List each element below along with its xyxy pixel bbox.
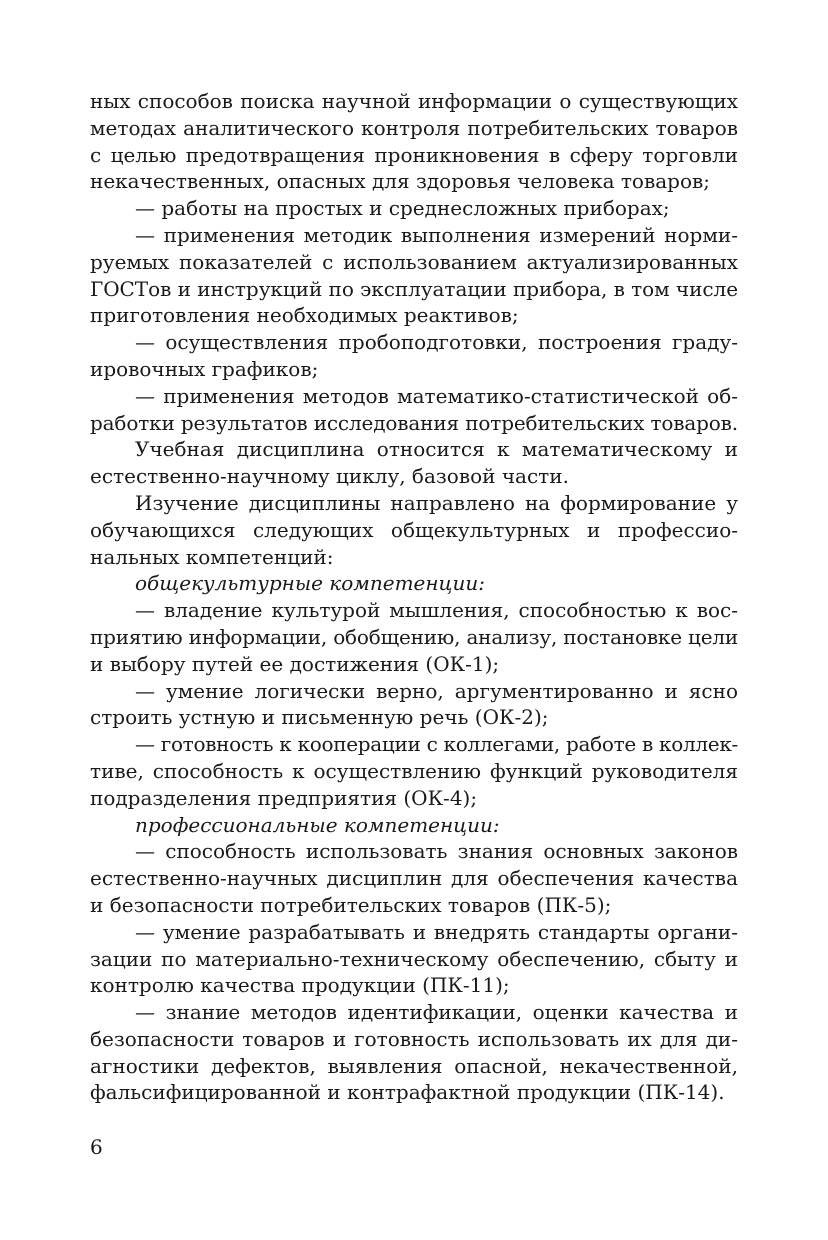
text-line: — знание методов идентификации, оценки качества и [135,1000,738,1025]
text-line: приятию информации, обобщению, анализу, постановке цели [90,624,738,649]
text-line: — владение культурой мышления, способностью к вос- [135,598,738,623]
text-line: некачественных, опасных для здоровья человека товаров; [90,169,710,194]
text-line: методах аналитического контроля потребительских товаров [90,115,738,140]
text-line: естественно-научному циклу, базовой части. [90,464,569,489]
text-line: тиве, способность к осуществлению функций руководителя [90,758,738,783]
text-line: зации по материально-техническому обеспечению, сбыту и [90,946,738,971]
text-line: профессиональные компетенции: [135,812,500,837]
text-line: ировочных графиков; [90,356,319,381]
page-number: 6 [90,1135,103,1159]
text-line: руемых показателей с использованием актуализированных [90,249,738,274]
text-line: — применения методик выполнения измерений норми- [135,222,738,247]
text-line: общекультурные компетенции: [135,571,486,596]
text-line: — готовность к кооперации с коллегами, работе в коллек- [135,732,738,757]
text-line: ных способов поиска научной информации о существующих [90,89,738,113]
text-line: подразделения предприятия (ОК-4); [90,785,478,810]
text-line: строить устную и письменную речь (ОК-2); [90,705,549,730]
text-line: — способность использовать знания основных законов [135,839,738,864]
text-line: ГОСТов и инструкций по эксплуатации прибора, в том числе [90,276,738,301]
text-line: с целью предотвращения проникновения в сферу торговли [90,142,738,167]
text-line: контролю качества продукции (ПК-11); [90,973,510,998]
text-line: и безопасности потребительских товаров (ПК-5); [90,892,612,917]
text-line: — работы на простых и среднесложных приборах; [135,196,670,221]
text-line: приготовления необходимых реактивов; [90,303,519,328]
text-line: — умение разрабатывать и внедрять стандарты органи- [135,919,738,944]
text-line: естественно-научных дисциплин для обеспечения качества [90,866,738,891]
text-line: фальсифицированной и контрафактной продукции (ПК-14). [90,1080,725,1105]
text-line: Учебная дисциплина относится к математическому и [135,437,738,462]
text-line: — применения методов математико-статистической об- [135,383,738,408]
text-line: агностики дефектов, выявления опасной, некачественной, [90,1053,738,1078]
text-line: нальных компетенций: [90,544,334,569]
text-line: Изучение дисциплины направлено на формирование у [135,490,738,515]
text-line: работки результатов исследования потребительских товаров. [90,410,739,435]
text-line: — осуществления пробоподготовки, построения граду- [135,330,738,355]
text-line: обучающихся следующих общекультурных и профессио- [90,517,738,542]
text-line: и выбору путей ее достижения (ОК-1); [90,651,500,676]
page-body [90,88,738,1106]
text-line: безопасности товаров и готовность использовать их для ди- [90,1026,738,1051]
text-line: — умение логически верно, аргументированно и ясно [135,678,738,703]
